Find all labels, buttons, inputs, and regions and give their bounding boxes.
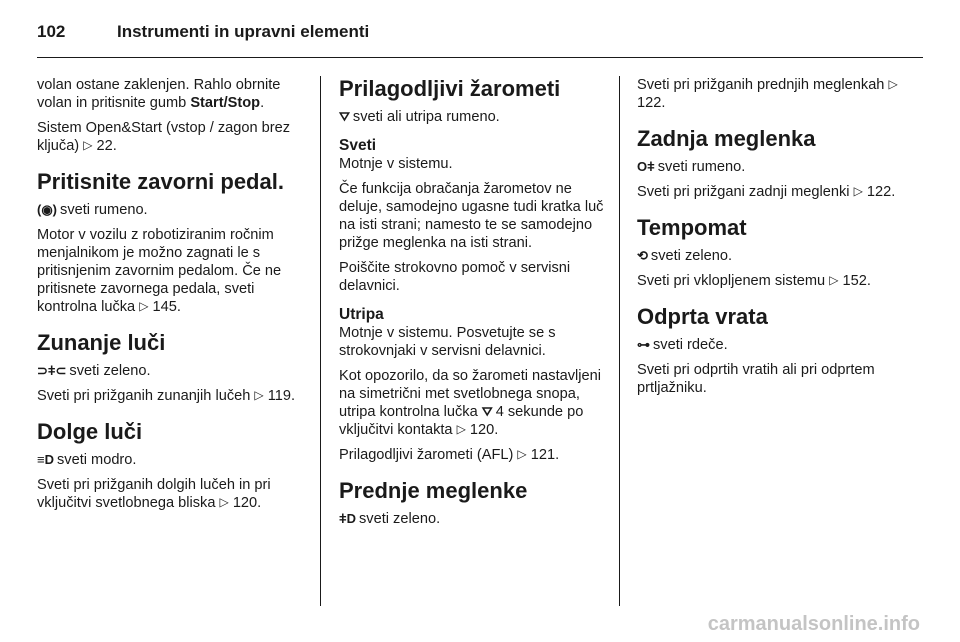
status-line (637, 336, 903, 354)
paragraph (339, 367, 605, 439)
paragraph: Sveti pri odprtih vratih ali pri odprtem prtljažniku. (637, 362, 875, 396)
text: Sveti pri prižganih dolgih lučeh in pri vključitvi svetlobnega bliska (37, 477, 271, 511)
text: sveti modro. (56, 452, 137, 468)
page-ref: 120. (232, 495, 262, 511)
page-ref-icon: ▷ (219, 495, 229, 509)
page-ref-icon: ▷ (139, 299, 149, 313)
status-line (37, 201, 303, 219)
status-line (37, 451, 303, 469)
column-divider (619, 76, 620, 606)
section-heading: Prilagodljivi žarometi (339, 76, 561, 101)
paragraph (637, 183, 903, 201)
cruise-control-icon: ⟲ (637, 248, 648, 263)
text: sveti rumeno. (60, 202, 148, 218)
subheading: Sveti (339, 137, 377, 154)
text: volan ostane zaklenjen. Rahlo obrnite volan in pritisnite gumb (37, 77, 281, 111)
page-ref: 152. (842, 273, 871, 289)
text: Kot opozorilo, da so žarometi nastavljeni na simetrični met svetlobnega snopa, utripa kontrolna lučka (339, 368, 602, 420)
rear-fog-icon: Oǂ (637, 159, 655, 174)
page-ref: 121. (530, 447, 560, 463)
page-ref-icon: ▷ (254, 388, 264, 402)
text: Sistem Open&Start (vstop / zagon brez ključa) (37, 120, 291, 154)
page-number: 102 (37, 22, 66, 41)
text: 4 sekunde po vključitvi kontakta (339, 404, 584, 438)
adaptive-headlight-icon: ⛛ (481, 404, 493, 419)
header-rule (37, 57, 923, 58)
page-ref-icon: ▷ (456, 422, 466, 436)
paragraph (37, 76, 303, 112)
paragraph (37, 387, 303, 405)
page-ref: 145. (152, 299, 181, 315)
status-line (37, 362, 303, 380)
section-heading: Tempomat (637, 215, 747, 240)
paragraph (339, 446, 605, 464)
brake-warning-icon: (◉) (37, 202, 58, 217)
door-open-icon: ⊶ (637, 337, 650, 352)
adaptive-headlight-icon: ⛛ (339, 109, 350, 124)
page-ref: 120. (469, 422, 499, 438)
page-ref-icon: ▷ (888, 77, 898, 91)
text: sveti ali utripa rumeno. (352, 109, 500, 125)
status-line (339, 510, 605, 528)
high-beam-icon: ≡D (37, 452, 54, 467)
start-stop-label: Start/Stop (190, 95, 261, 111)
page-title: Instrumenti in upravni elementi (117, 22, 370, 41)
text: Sveti pri prižgani zadnji meglenki (637, 184, 854, 200)
paragraph (637, 76, 903, 112)
text: sveti zeleno. (650, 248, 733, 264)
column-divider (320, 76, 321, 606)
paragraph: Motnje v sistemu. (339, 156, 453, 172)
section-heading: Odprta vrata (637, 304, 768, 329)
status-line (637, 247, 903, 265)
watermark: carmanualsonline.info (707, 613, 920, 635)
text: Prilagodljivi žarometi (AFL) (339, 447, 518, 463)
page-ref: 119. (267, 388, 296, 404)
text: Sveti pri vklopljenem sistemu (637, 273, 830, 289)
paragraph: Poiščite strokovno pomoč v servisni delavnici. (339, 260, 571, 294)
paragraph (637, 272, 903, 290)
page-ref: 122. (866, 184, 896, 200)
exterior-lights-icon: ⊃ǂ⊂ (37, 363, 67, 378)
paragraph: Če funkcija obračanja žarometov ne deluje, samodejno ugasne tudi kratka luč na isti strani; namesto te se samodejno prižge meglenka na isti strani. (339, 181, 604, 251)
text: sveti rumeno. (657, 159, 746, 175)
page-ref: 22. (96, 138, 117, 154)
text: Sveti pri prižganih zunanjih lučeh (37, 388, 255, 404)
text: . (260, 95, 265, 111)
section-heading: Zunanje luči (37, 330, 166, 355)
page-ref-icon: ▷ (829, 273, 839, 287)
column-3 (637, 76, 903, 404)
column-1 (37, 76, 303, 519)
text: sveti zeleno. (359, 511, 441, 527)
page-ref-icon: ▷ (853, 184, 863, 198)
paragraph (37, 476, 303, 512)
subheading: Utripa (339, 306, 384, 323)
page-ref: 122. (637, 95, 666, 111)
column-2 (339, 76, 605, 535)
paragraph: Motnje v sistemu. Posvetujte se s strokovnjaki v servisni delavnici. (339, 325, 556, 359)
page-ref-icon: ▷ (517, 447, 527, 461)
paragraph (37, 226, 303, 316)
section-heading: Dolge luči (37, 419, 143, 444)
paragraph (37, 119, 303, 155)
section-heading: Zadnja meglenka (637, 126, 816, 151)
section-heading: Prednje meglenke (339, 478, 528, 503)
front-fog-icon: ǂD (339, 511, 356, 526)
text: Sveti pri prižganih prednjih meglenkah (637, 77, 889, 93)
status-line (637, 158, 903, 176)
text: Motor v vozilu z robotiziranim ročnim menjalnikom je možno zagnati le s pritisnjenim zavornim pedalom. Če ne pritisnete zavornega pedala, sveti kontrolna lučka (37, 227, 282, 315)
text: sveti zeleno. (69, 363, 151, 379)
status-line (339, 108, 605, 126)
section-heading: Pritisnite zavorni pedal. (37, 169, 284, 194)
text: sveti rdeče. (653, 337, 728, 353)
page-ref-icon: ▷ (83, 138, 93, 152)
